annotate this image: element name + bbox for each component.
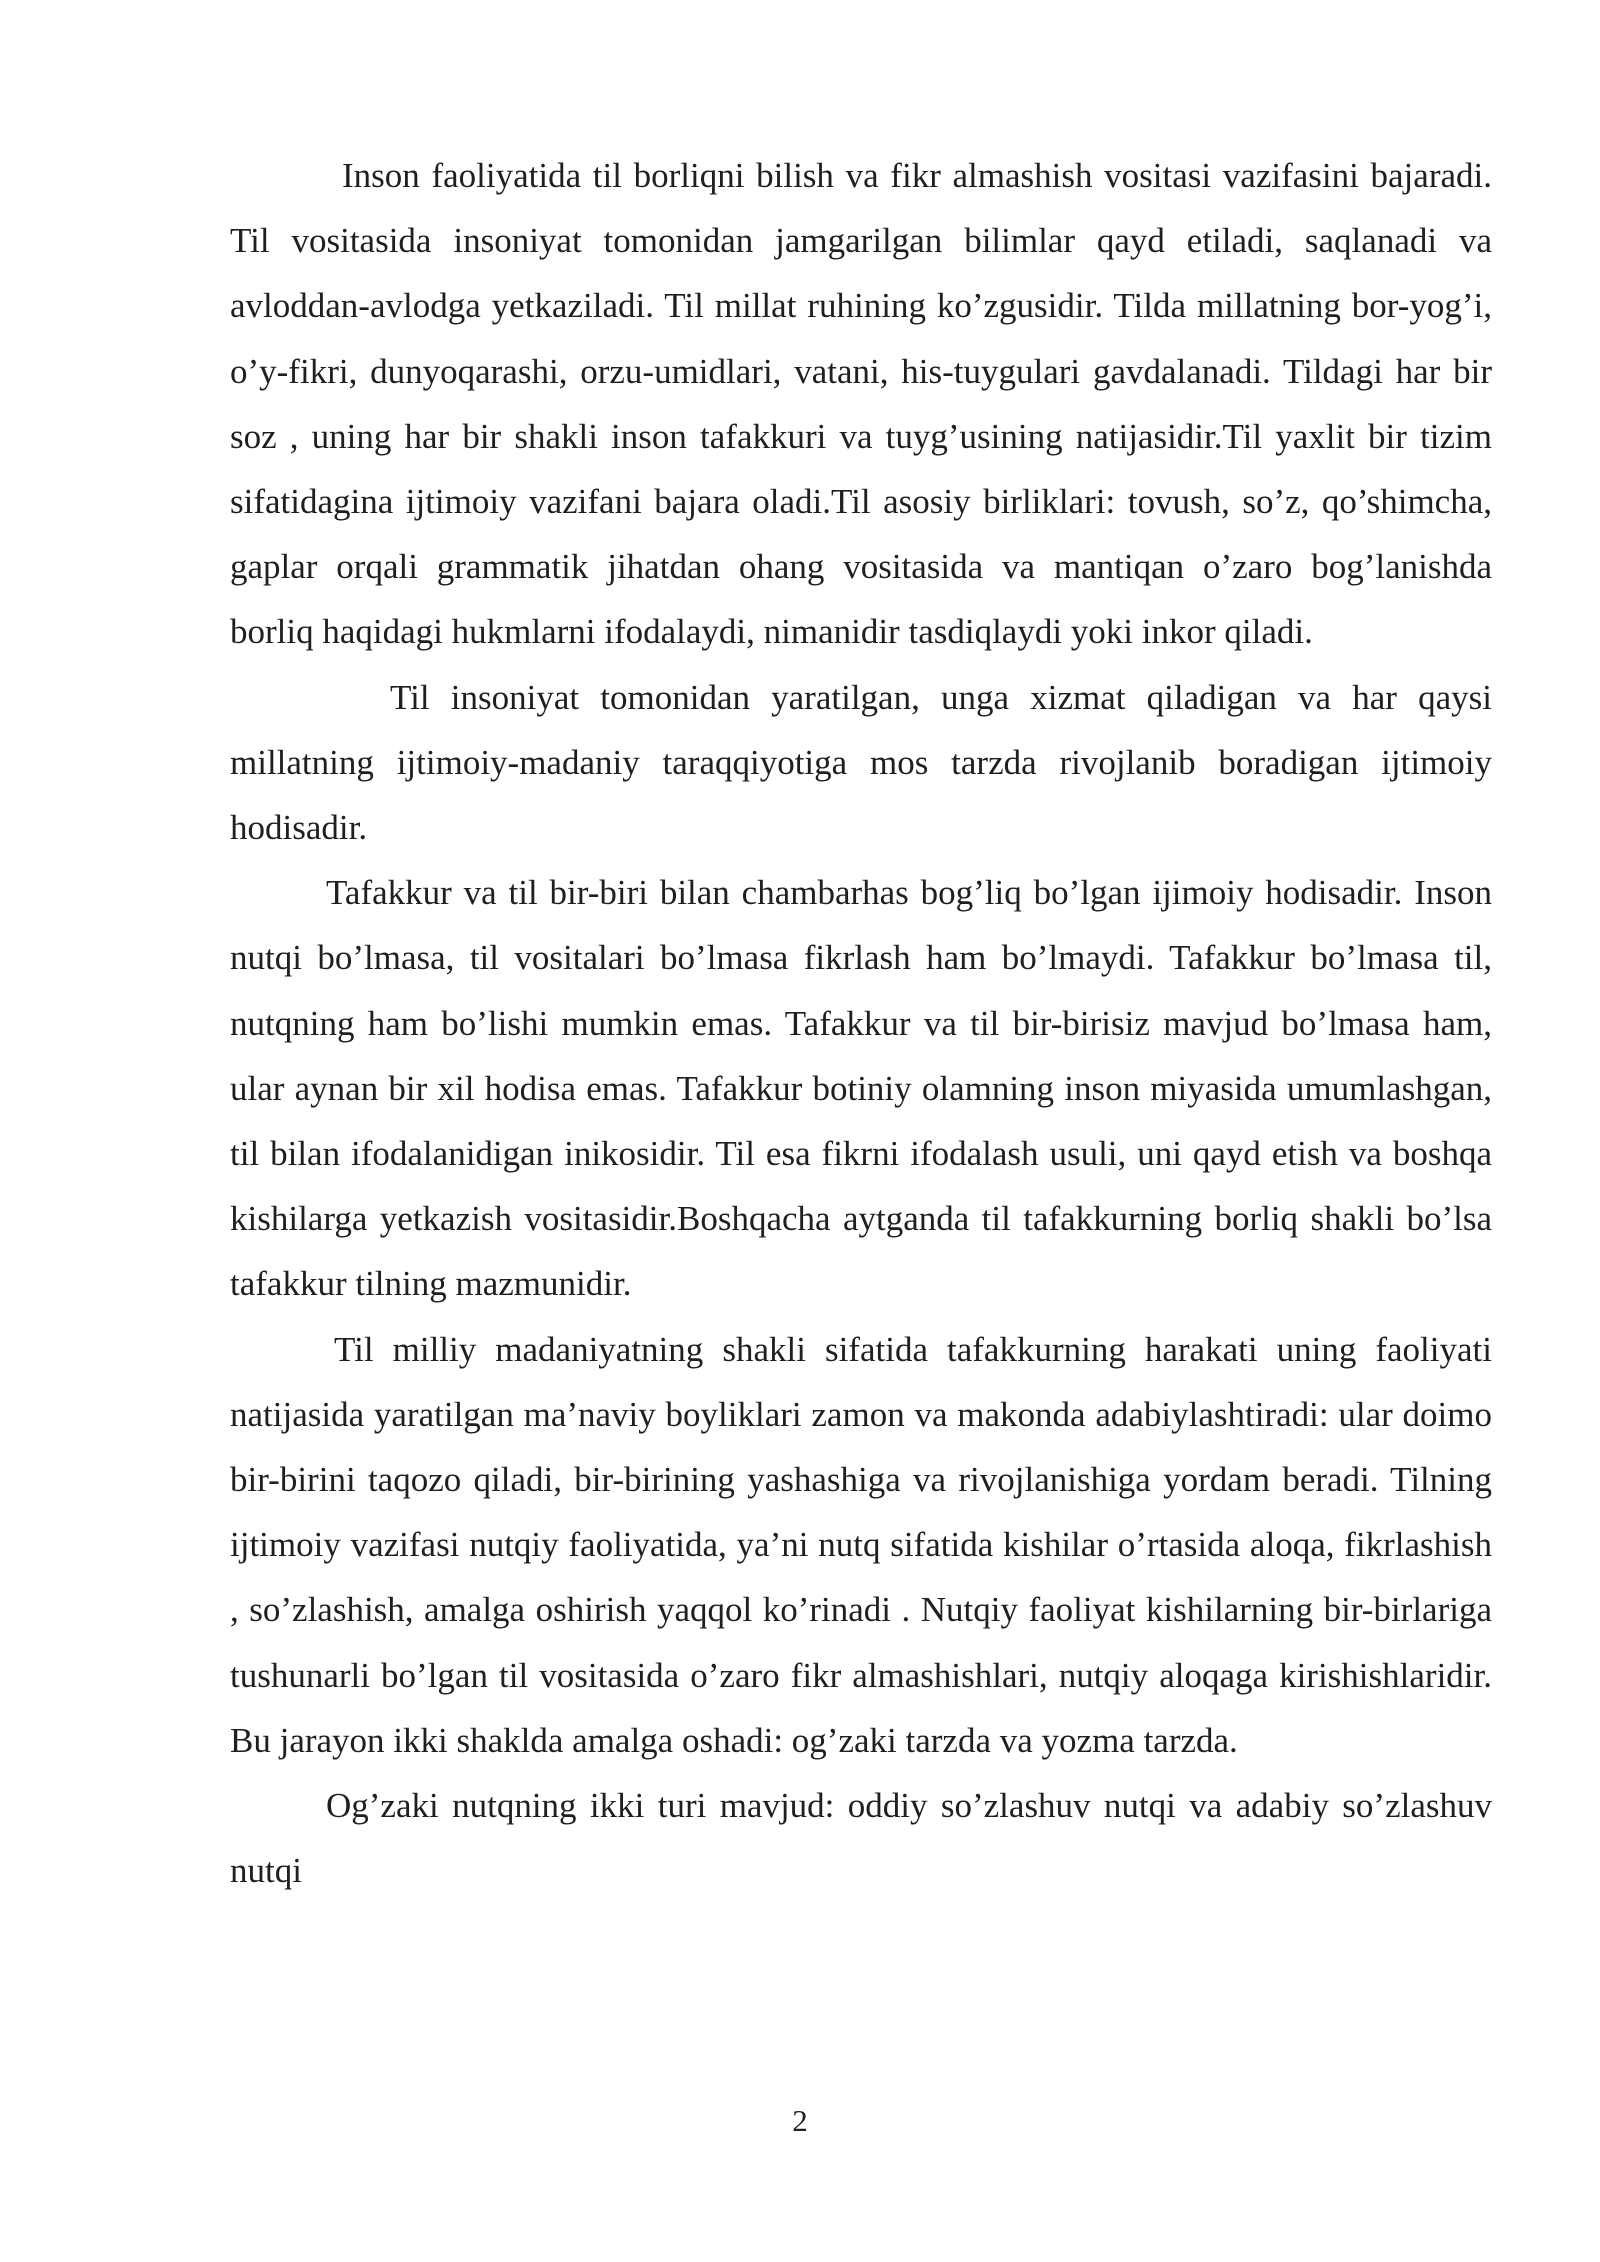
page-number: 2 [792,2103,808,2138]
body-text [230,143,1492,1903]
paragraph-5: Og’zaki nutqning ikki turi mavjud: oddiy so’zlashuv nutqi va adabiy so’zlashuv nutqi [230,1786,1492,1891]
paragraph-1: Inson faoliyatida til borliqni bilish va fikr almashish vositasi vazifasini bajaradi. Til vositasida insoniyat tomonidan jamgarilgan bilimlar qayd etiladi, saqlanadi va avloddan-avlodga yetkaziladi. Til millat ruhining ko’zgusidir. Tilda millatning bor-yog’i, o’y-fikri, dunyoqarashi, orzu-umidlari, vatani, his-tuygulari gavdalanadi. Tildagi har bir soz , uning har bir shakli inson tafakkuri va tuyg’usining natijasidir.Til yaxlit bir tizim sifatidagina ijtimoiy vazifani bajara oladi.Til asosiy birliklari: tovush, so’z, qo’shimcha, gaplar orqali grammatik jihatdan ohang vositasida va mantiqan o’zaro bog’lanishda borliq haqidagi hukmlarni ifodalaydi, nimanidir tasdiqlaydi yoki inkor qiladi. [230,156,1492,652]
paragraph-2: Til insoniyat tomonidan yaratilgan, unga xizmat qiladigan va har qaysi millatning ijtimoiy-madaniy taraqqiyotiga mos tarzda rivojlanib boradigan ijtimoiy hodisadir. [230,677,1492,848]
paragraph-4: Til milliy madaniyatning shakli sifatida tafakkurning harakati uning faoliyati natijasida yaratilgan ma’naviy boyliklari zamon va makonda adabiylashtiradi: ular doimo bir-birini taqozo qiladi, bir-birining yashashiga va rivojlanishiga yordam beradi. Tilning ijtimoiy vazifasi nutqiy faoliyatida, ya’ni nutq sifatida kishilar o’rtasida aloqa, fikrlashish , so’zlashish, amalga oshirish yaqqol ko’rinadi . Nutqiy faoliyat kishilarning bir-birlariga tushunarli bo’lgan til vositasida o’zaro fikr almashishlari, nutqiy aloqaga kirishishlaridir. Bu jarayon ikki shaklda amalga oshadi: og’zaki tarzda va yozma tarzda. [230,1329,1492,1760]
paragraph-3: Tafakkur va til bir-biri bilan chambarhas bog’liq bo’lgan ijimoiy hodisadir. Inson nutqi bo’lmasa, til vositalari bo’lmasa fikrlash ham bo’lmaydi. Tafakkur bo’lmasa til, nutqning ham bo’lishi mumkin emas. Tafakkur va til bir-birisiz mavjud bo’lmasa ham, ular aynan bir xil hodisa emas. Tafakkur botiniy olamning inson miyasida umumlashgan, til bilan ifodalanidigan inikosidir. Til esa fikrni ifodalash usuli, uni qayd etish va boshqa kishilarga yetkazish vositasidir.Boshqacha aytganda til tafakkurning borliq shakli bo’lsa tafakkur tilning mazmunidir. [230,873,1492,1304]
